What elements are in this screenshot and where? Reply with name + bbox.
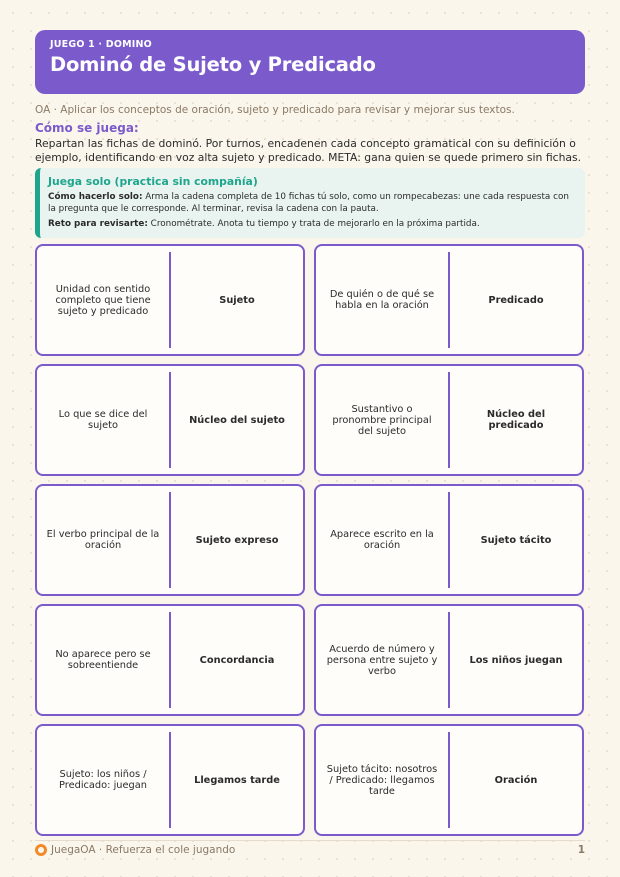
solo-challenge bbox=[48, 218, 575, 230]
footer-brand: JuegaOA · Refuerza el cole jugando bbox=[51, 844, 236, 856]
solo-how-text: Arma la cadena completa de 10 fichas tú solo, como un rompecabezas: une cada respuesta con la pregunta que le corresponde. Al terminar, revisa la cadena con la pauta. bbox=[48, 192, 569, 214]
page-number: 1 bbox=[577, 844, 585, 856]
domino-tile[interactable] bbox=[35, 364, 305, 476]
solo-title: Juega solo (practica sin compañía) bbox=[48, 175, 258, 188]
tile-right: Concordancia bbox=[199, 654, 275, 666]
tile-right: Oración bbox=[494, 774, 538, 786]
tile-left: El verbo principal de la oración bbox=[46, 529, 160, 551]
footer bbox=[35, 844, 585, 858]
domino-tile[interactable] bbox=[35, 484, 305, 596]
solo-challenge-text: Cronométrate. Anota tu tiempo y trata de mejorarlo en la próxima partida. bbox=[147, 219, 480, 229]
tile-right: Sujeto expreso bbox=[195, 534, 279, 546]
solo-how bbox=[48, 191, 575, 215]
tile-left: Sujeto tácito: nosotros / Predicado: llegamos tarde bbox=[326, 763, 438, 797]
how-to-heading: Cómo se juega: bbox=[35, 121, 139, 135]
tile-right: Los niños juegan bbox=[469, 654, 563, 666]
domino-tile[interactable] bbox=[314, 484, 584, 596]
domino-tile[interactable] bbox=[314, 364, 584, 476]
tile-right: Sujeto bbox=[219, 294, 255, 306]
domino-tile[interactable] bbox=[35, 244, 305, 356]
tile-left: Unidad con sentido completo que tiene sujeto y predicado bbox=[55, 283, 151, 317]
tile-right: Llegamos tarde bbox=[194, 774, 280, 786]
solo-how-label: Cómo hacerlo solo: bbox=[48, 192, 143, 202]
solo-callout bbox=[35, 168, 585, 238]
domino-tile[interactable] bbox=[314, 244, 584, 356]
domino-tile[interactable] bbox=[35, 724, 305, 836]
domino-tile[interactable] bbox=[35, 604, 305, 716]
footer-divider bbox=[35, 840, 585, 841]
tile-right: Núcleo del predicado bbox=[486, 409, 546, 431]
tile-left: De quién o de qué se habla en la oración bbox=[329, 289, 435, 311]
tile-right: Núcleo del sujeto bbox=[189, 414, 285, 426]
tile-right: Sujeto tácito bbox=[480, 534, 552, 546]
game-kicker: JUEGO 1 · DOMINO bbox=[50, 39, 152, 50]
domino-tile[interactable] bbox=[314, 724, 584, 836]
tile-left: No aparece pero se sobreentiende bbox=[55, 649, 151, 671]
brand-logo-icon bbox=[35, 844, 47, 856]
how-to-text: Repartan las fichas de dominó. Por turnos, encadenen cada concepto gramatical con su definición o ejemplo, identificando en voz alta sujeto y predicado. META: gana quien se quede primero sin fichas. bbox=[35, 137, 582, 164]
tile-left: Aparece escrito en la oración bbox=[330, 529, 434, 551]
page-title: Dominó de Sujeto y Predicado bbox=[50, 53, 376, 76]
tile-right: Predicado bbox=[488, 294, 544, 306]
learning-objective: OA · Aplicar los conceptos de oración, sujeto y predicado para revisar y mejorar sus textos. bbox=[35, 104, 515, 116]
game-header bbox=[35, 30, 585, 94]
tile-left: Acuerdo de número y persona entre sujeto y verbo bbox=[326, 643, 438, 677]
solo-challenge-label: Reto para revisarte: bbox=[48, 219, 148, 229]
tile-left: Sujeto: los niños / Predicado: juegan bbox=[59, 769, 147, 791]
tile-left: Sustantivo o pronombre principal del sujeto bbox=[332, 403, 432, 437]
tile-left: Lo que se dice del sujeto bbox=[58, 409, 148, 431]
domino-tile[interactable] bbox=[314, 604, 584, 716]
